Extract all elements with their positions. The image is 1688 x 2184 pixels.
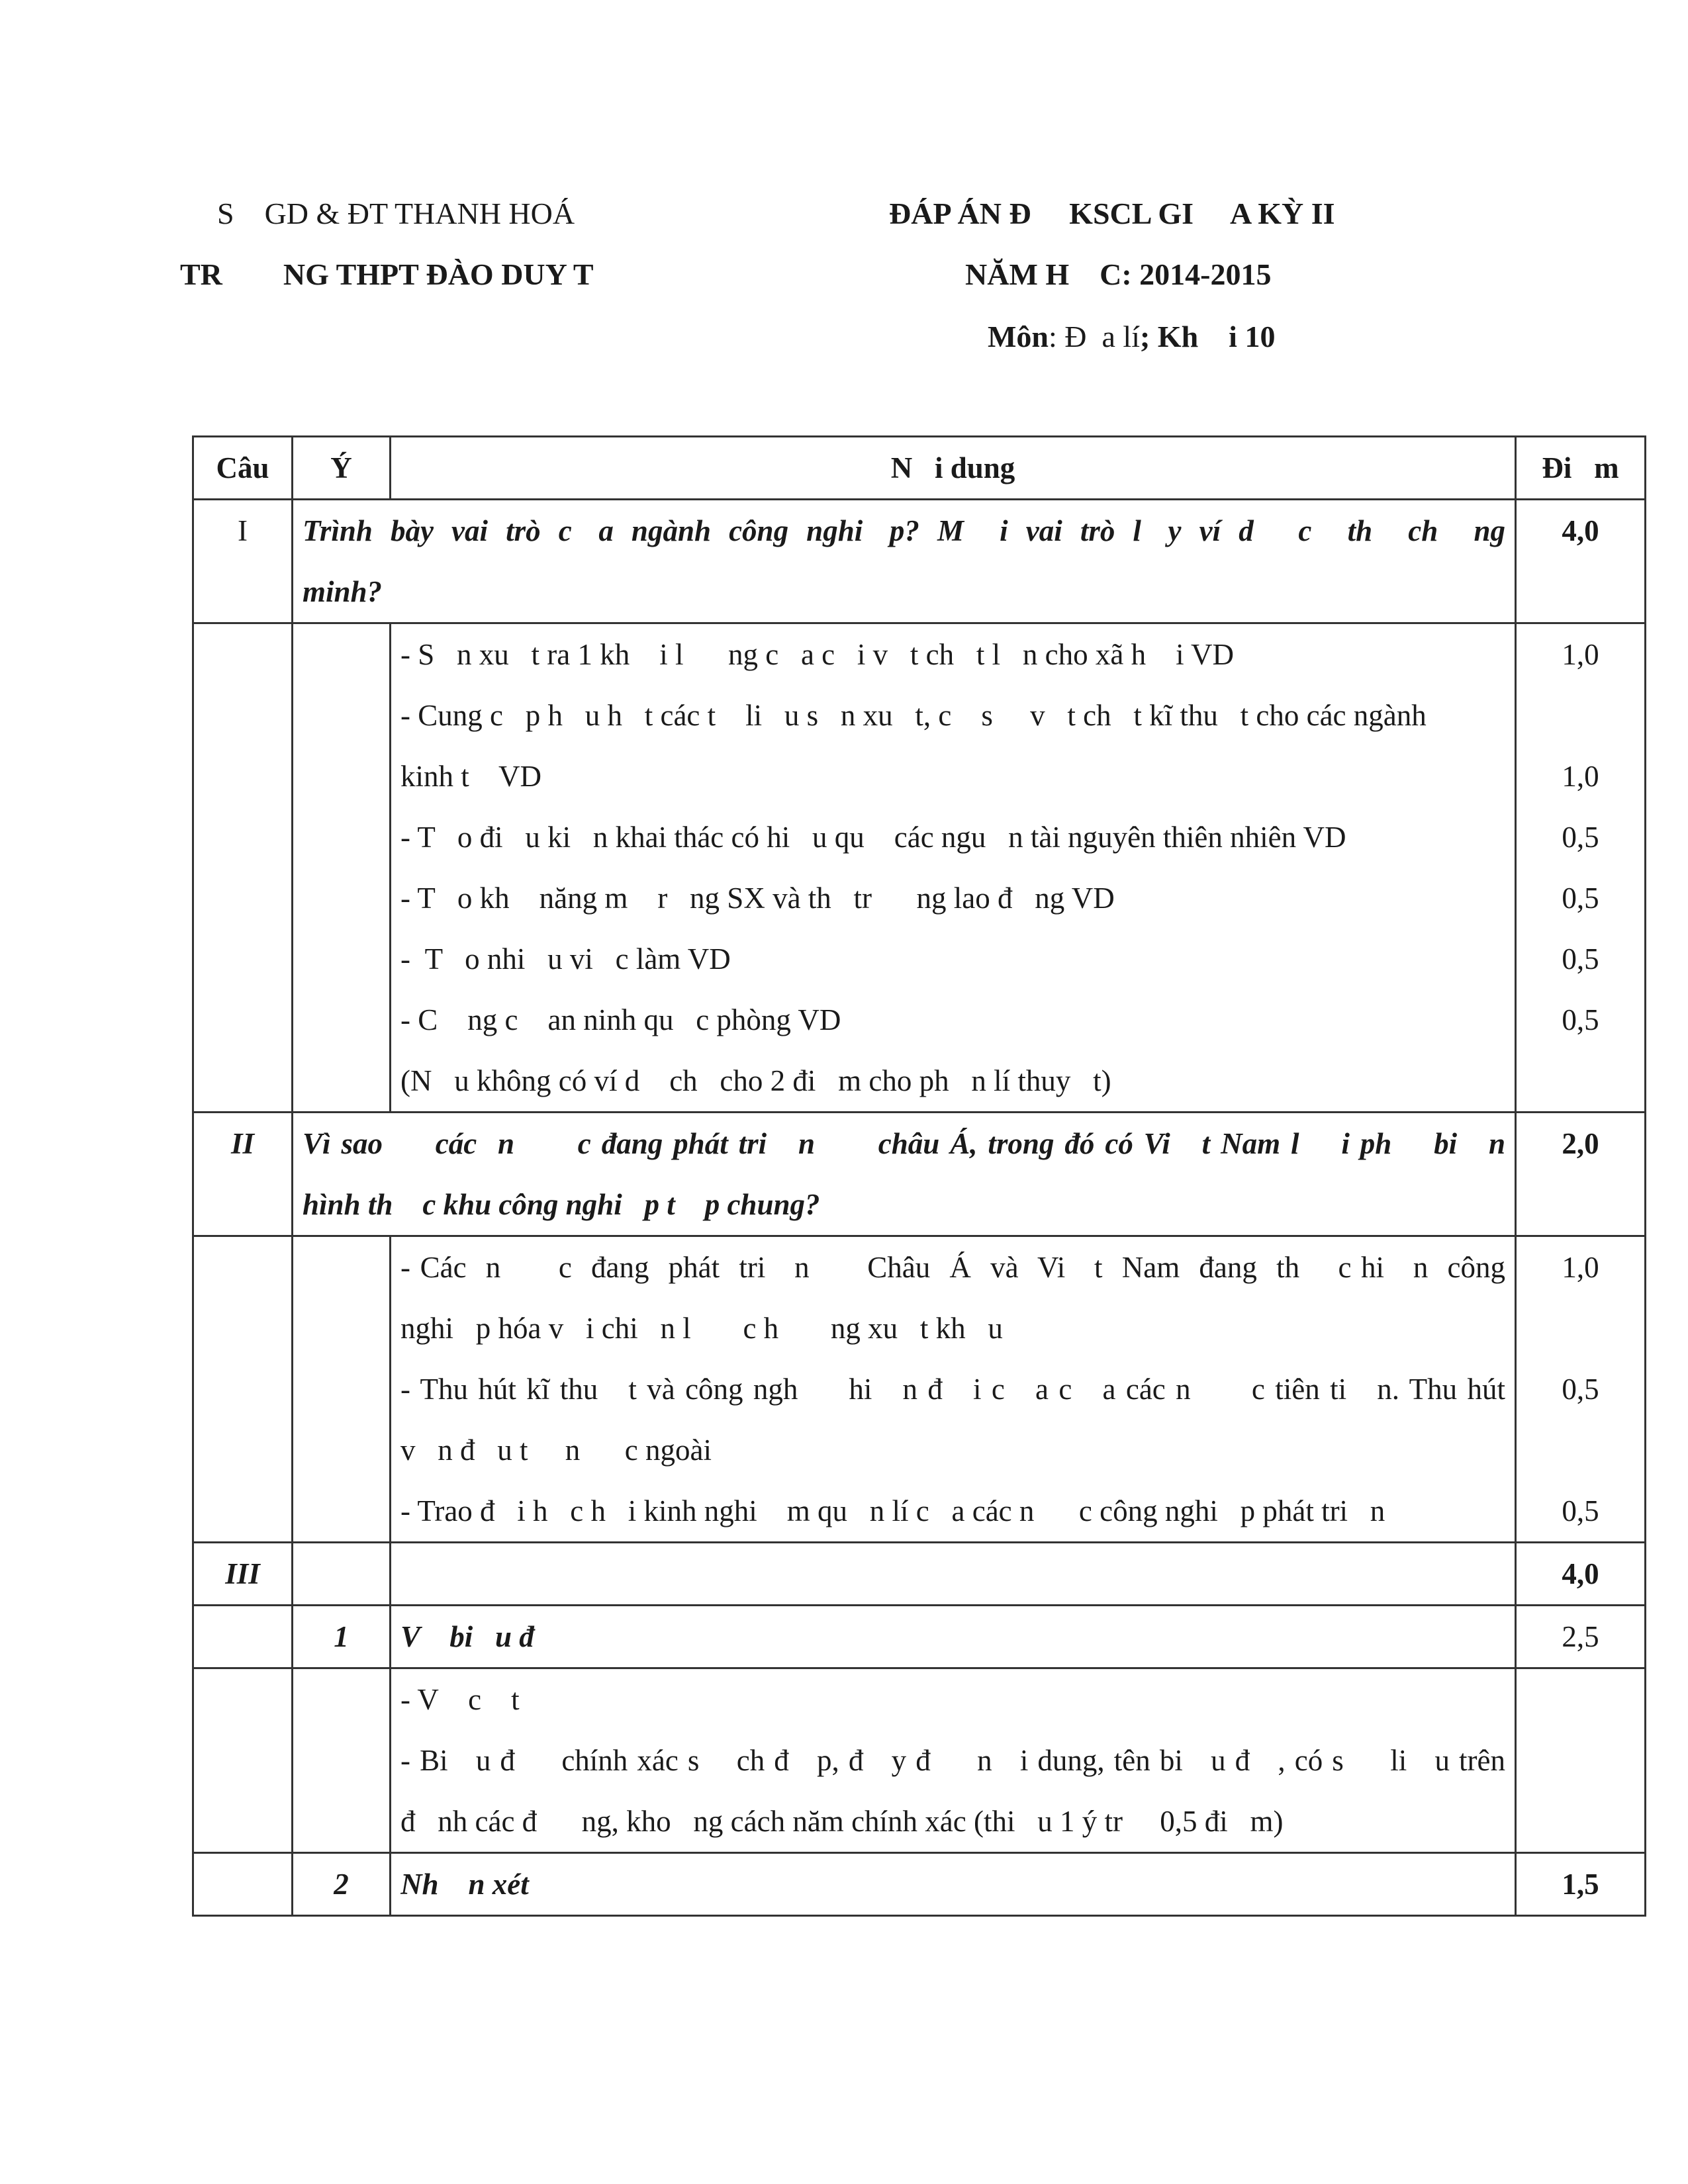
sub-3-2-title: Nh n xét	[391, 1853, 1516, 1916]
header-school-year: NĂM H C: 2014-2015	[965, 257, 1272, 291]
answer-line: - Bi u đ chính xác s ch đ p, đ y đ n i dung, tên bi u đ , có s li u trên	[400, 1744, 1505, 1777]
header-y: Ý	[293, 437, 391, 500]
score: 1,0	[1562, 1251, 1599, 1284]
answer-3-1-cau-empty	[193, 1668, 293, 1853]
answer-line: - C ng c an ninh qu c phòng VD	[400, 1003, 841, 1036]
sub-3-2-number: 2	[293, 1853, 391, 1916]
question-1-number: I	[193, 500, 293, 623]
header-cau: Câu	[193, 437, 293, 500]
question-2-text: Vì sao các n c đang phát tri n châu Á, trong đó có Vi t Nam l i ph bi n hình th c khu công nghi p t p chung?	[293, 1113, 1516, 1236]
answer-line: - S n xu t ra 1 kh i l ng c a c i v t ch t l n cho xã h i VD	[400, 638, 1235, 671]
answer-line: - Thu hút kĩ thu t và công ngh hi n đ i c a c a các n c tiên ti n. Thu hút	[400, 1373, 1505, 1406]
question-2-number: II	[193, 1113, 293, 1236]
score: 1,0	[1562, 638, 1599, 671]
answer-2-content	[391, 1236, 1516, 1543]
question-1-points: 4,0	[1516, 500, 1646, 623]
answer-1-y-empty	[293, 623, 391, 1113]
header-department: S GD & ĐT THANH HOÁ	[217, 197, 575, 230]
answer-line: đ nh các đ ng, kho ng cách năm chính xác (thi u 1 ý tr 0,5 đi m)	[400, 1805, 1284, 1838]
score	[1526, 1050, 1635, 1111]
answer-line: (N u không có ví d ch cho 2 đi m cho ph n lí thuy t)	[400, 1064, 1111, 1097]
subject-name: : Đ a lí	[1049, 320, 1140, 353]
answer-line: - Các n c đang phát tri n Châu Á và Vi t Nam đang th c hi n công	[400, 1251, 1505, 1284]
question-row-2	[193, 1113, 1646, 1236]
sub-3-2-cau-empty	[193, 1853, 293, 1916]
question-row-1	[193, 500, 1646, 623]
sub-3-1-cau-empty	[193, 1606, 293, 1668]
answer-line: - T o đi u ki n khai thác có hi u qu các ngu n tài nguyên thiên nhiên VD	[400, 821, 1346, 854]
subquestion-row-3-2	[193, 1853, 1646, 1916]
score	[1526, 1298, 1635, 1359]
header-diem: Đi m	[1516, 437, 1646, 500]
answer-1-content	[391, 623, 1516, 1113]
question-2-points: 2,0	[1516, 1113, 1646, 1236]
answer-table	[192, 435, 1646, 1917]
header-doc-title: ĐÁP ÁN Đ KSCL GI A KỲ II	[889, 197, 1335, 230]
subquestion-row-3-1	[193, 1606, 1646, 1668]
answer-line: - Trao đ i h c h i kinh nghi m qu n lí c a các n c công nghi p phát tri n	[400, 1494, 1385, 1527]
score: 0,5	[1562, 1003, 1599, 1036]
answer-3-1-scores-empty	[1516, 1668, 1646, 1853]
answer-2-cau-empty	[193, 1236, 293, 1543]
score: 0,5	[1562, 942, 1599, 976]
score: 0,5	[1562, 821, 1599, 854]
answer-1-scores	[1516, 623, 1646, 1113]
score	[1526, 685, 1635, 746]
answer-line: - Cung c p h u h t các t li u s n xu t, c s v t ch t kĩ thu t cho các ngành	[400, 699, 1427, 732]
grade-label: ; Kh i 10	[1139, 320, 1276, 353]
sub-3-1-points: 2,5	[1516, 1606, 1646, 1668]
question-3-points: 4,0	[1516, 1543, 1646, 1606]
subject-label: Môn	[988, 320, 1049, 353]
answer-line: - T o kh năng m r ng SX và th tr ng lao đ ng VD	[400, 882, 1115, 915]
score: 0,5	[1562, 1494, 1599, 1527]
answer-3-1-y-empty	[293, 1668, 391, 1853]
table-header-row	[193, 437, 1646, 500]
question-3-text-empty	[391, 1543, 1516, 1606]
score	[1526, 1420, 1635, 1480]
score: 0,5	[1562, 1373, 1599, 1406]
answer-row-2	[193, 1236, 1646, 1543]
score: 0,5	[1562, 882, 1599, 915]
answer-line: - T o nhi u vi c làm VD	[400, 942, 731, 976]
answer-row-3-1	[193, 1668, 1646, 1853]
score: 1,0	[1562, 760, 1599, 793]
answer-line: kinh t VD	[400, 760, 541, 793]
answer-row-1	[193, 623, 1646, 1113]
sub-3-2-points: 1,5	[1516, 1853, 1646, 1916]
header-school: TR NG THPT ĐÀO DUY T	[180, 257, 594, 291]
answer-line: - V c t	[400, 1683, 520, 1716]
question-3-number: III	[193, 1543, 293, 1606]
question-3-y-empty	[293, 1543, 391, 1606]
header-subject-line	[988, 322, 1275, 352]
sub-3-1-title: V bi u đ	[391, 1606, 1516, 1668]
answer-1-cau-empty	[193, 623, 293, 1113]
answer-line: v n đ u t n c ngoài	[400, 1433, 712, 1467]
sub-3-1-number: 1	[293, 1606, 391, 1668]
answer-3-1-content	[391, 1668, 1516, 1853]
answer-line: nghi p hóa v i chi n l c h ng xu t kh u	[400, 1312, 1003, 1345]
question-row-3	[193, 1543, 1646, 1606]
answer-2-y-empty	[293, 1236, 391, 1543]
question-1-text: Trình bày vai trò c a ngành công nghi p? M i vai trò l y ví d c th ch ng minh?	[293, 500, 1516, 623]
header-noi-dung: N i dung	[391, 437, 1516, 500]
answer-2-scores	[1516, 1236, 1646, 1543]
